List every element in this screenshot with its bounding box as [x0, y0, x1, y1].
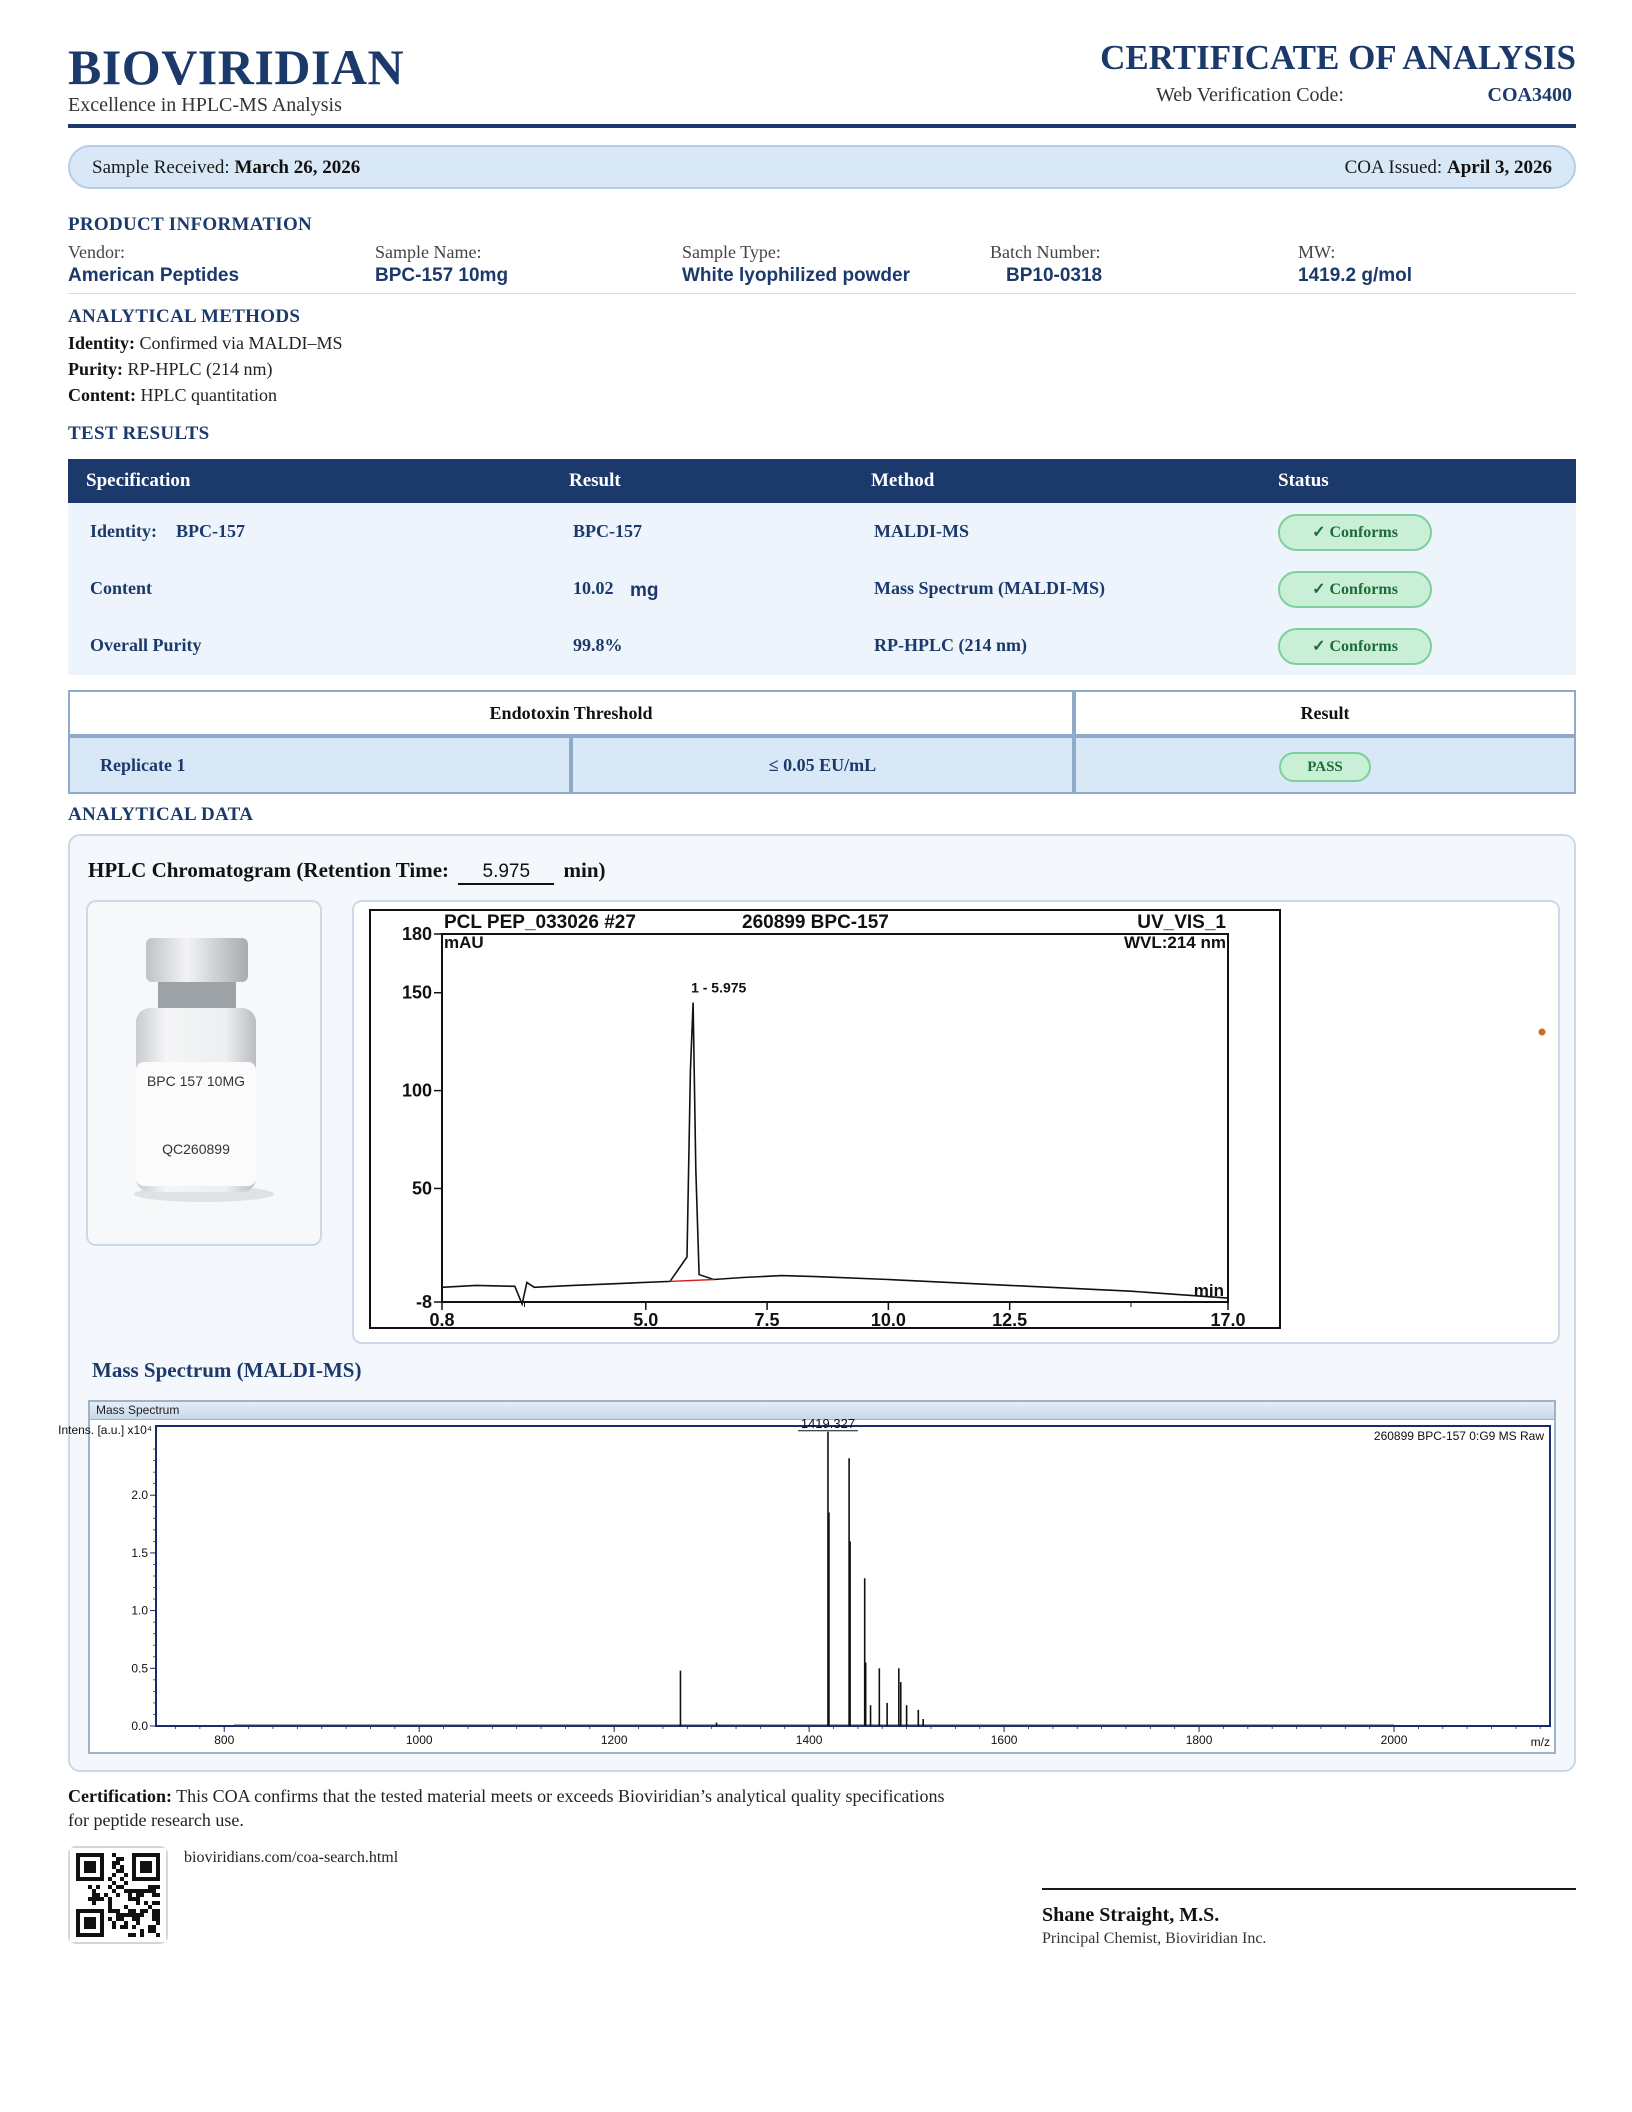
signatory-role: Principal Chemist, Bioviridian Inc. [1042, 1930, 1267, 1947]
sample-name-label: Sample Name: [375, 242, 482, 262]
qr-module [152, 1925, 156, 1929]
table-row [68, 560, 1576, 617]
method-purity-value: RP-HPLC (214 nm) [127, 359, 273, 379]
qr-finder-core [84, 1861, 96, 1873]
status-badge: ✓ Conforms [1278, 571, 1432, 608]
test-results-header [68, 459, 1576, 503]
qr-module [124, 1905, 128, 1909]
sample-received-value: March 26, 2026 [234, 157, 361, 178]
sample-type-value: White lyophilized powder [682, 265, 910, 286]
qr-module [112, 1909, 116, 1913]
product-info-title: PRODUCT INFORMATION [68, 214, 313, 235]
qr-module [112, 1889, 116, 1893]
x-tick-label: 12.5 [992, 1310, 1028, 1330]
y-tick-label: 180 [401, 924, 432, 944]
qr-module [136, 1913, 140, 1917]
qr-module [148, 1925, 152, 1929]
product-info-row [68, 242, 1576, 294]
vial-neck [158, 982, 236, 1008]
qr-module [92, 1889, 96, 1893]
method-purity-label: Purity: [68, 359, 123, 379]
qr-module [116, 1857, 120, 1861]
page-header [68, 38, 1576, 128]
y-tick-label: -8 [415, 1292, 432, 1312]
signatory-name: Shane Straight, M.S. [1042, 1904, 1220, 1926]
spec-label: Content [90, 578, 152, 598]
header-method: Method [871, 470, 935, 491]
vial-label-top: BPC 157 10MG [146, 1073, 246, 1089]
verification-code: COA3400 [1487, 84, 1572, 106]
mass-spectrum-window-title: Mass Spectrum [90, 1402, 1554, 1420]
certification-statement [68, 1784, 968, 1832]
y-tick-label: 100 [401, 1080, 432, 1101]
ms-sample-label: 260899 BPC-157 0:G9 MS Raw [1373, 1429, 1544, 1443]
qr-module [108, 1901, 112, 1905]
header-specification: Specification [86, 470, 191, 491]
qr-module [156, 1893, 160, 1897]
endotoxin-threshold-value: ≤ 0.05 EU/mL [571, 736, 1074, 794]
qr-module [128, 1893, 132, 1897]
x-tick-label: 1400 [795, 1733, 823, 1747]
qr-module [92, 1893, 96, 1897]
qr-module [136, 1897, 140, 1901]
mw-value: 1419.2 g/mol [1298, 265, 1413, 286]
qr-module [124, 1881, 128, 1885]
mass-spectrum-title: Mass Spectrum (MALDI-MS) [92, 1358, 362, 1382]
qr-module [96, 1885, 100, 1889]
qr-module [148, 1905, 152, 1909]
vial-image-card [86, 900, 322, 1246]
hplc-chromatogram [354, 902, 1558, 1342]
qr-module [112, 1853, 116, 1857]
ms-xlabel: m/z [1530, 1735, 1550, 1749]
vendor-label: Vendor: [68, 242, 125, 262]
qr-module [128, 1889, 132, 1893]
qr-module [120, 1917, 124, 1921]
qr-module [140, 1933, 144, 1937]
sample-received [92, 157, 360, 179]
qr-module [100, 1897, 104, 1901]
orange-mark [1539, 1029, 1546, 1036]
coa-issued [1345, 157, 1552, 179]
vendor-value: American Peptides [68, 265, 240, 286]
signature-line [1042, 1888, 1576, 1890]
qr-module [152, 1901, 156, 1905]
method-value: RP-HPLC (214 nm) [874, 635, 1027, 655]
qr-module [156, 1901, 160, 1905]
replicate-label: Replicate 1 [68, 736, 571, 794]
qr-module [124, 1913, 128, 1917]
ms-peak-label: 1419.327 [800, 1415, 856, 1431]
vial-cap [146, 938, 248, 982]
qr-module [140, 1929, 144, 1933]
qr-finder-core [84, 1917, 96, 1929]
qr-module [132, 1925, 136, 1929]
qr-module [136, 1893, 140, 1897]
qr-module [104, 1893, 108, 1897]
qr-module [148, 1889, 152, 1893]
qr-module [108, 1905, 112, 1909]
qr-module [116, 1861, 120, 1865]
status-badge: ✓ Conforms [1278, 628, 1432, 665]
verification-url[interactable]: bioviridians.com/coa-search.html [184, 1849, 399, 1866]
vial-label-bottom: QC260899 [162, 1141, 230, 1157]
sample-name-value: BPC-157 10mg [375, 265, 509, 286]
qr-module [136, 1901, 140, 1905]
qr-module [128, 1913, 132, 1917]
qr-module [108, 1909, 112, 1913]
qr-module [140, 1893, 144, 1897]
spec-label: Overall Purity [90, 635, 202, 655]
mw-label: MW: [1298, 242, 1336, 262]
analytical-data-title: ANALYTICAL DATA [68, 804, 254, 825]
qr-module [152, 1893, 156, 1897]
qr-module [116, 1869, 120, 1873]
qr-module [144, 1901, 148, 1905]
qr-module [152, 1929, 156, 1933]
endotoxin-header-result: Result [1074, 690, 1576, 736]
header-result: Result [569, 470, 621, 491]
method-value: Mass Spectrum (MALDI-MS) [874, 578, 1105, 598]
test-results-title: TEST RESULTS [68, 423, 210, 444]
x-tick-label: 10.0 [870, 1310, 906, 1330]
qr-module [132, 1913, 136, 1917]
qr-module [156, 1909, 160, 1913]
qr-module [112, 1873, 116, 1877]
chrom-header-right: UV_VIS_1 [1137, 912, 1226, 933]
x-tick-label: 0.8 [429, 1310, 455, 1330]
table-row [68, 503, 1576, 560]
qr-module [132, 1909, 136, 1913]
batch-number-field [990, 242, 1102, 287]
qr-module [112, 1925, 116, 1929]
vial-image [88, 902, 320, 1244]
qr-module [108, 1917, 112, 1921]
table-row [68, 617, 1576, 674]
method-identity-value: Confirmed via MALDI–MS [139, 333, 343, 353]
coa-issued-label: COA Issued: [1344, 157, 1443, 178]
pass-badge: PASS [1279, 752, 1371, 782]
qr-module [140, 1909, 144, 1913]
brand-tagline: Excellence in HPLC-MS Analysis [68, 94, 342, 116]
sample-received-label: Sample Received: [92, 157, 230, 178]
chrom-xlabel: min [1193, 1281, 1224, 1300]
qr-module [112, 1861, 116, 1865]
vendor-field [68, 242, 239, 287]
x-tick-label: 7.5 [754, 1310, 780, 1330]
method-content-label: Content: [68, 385, 136, 405]
qr-module [148, 1885, 152, 1889]
method-content [68, 385, 277, 406]
sample-type-field [682, 242, 910, 287]
y-tick-label: 2.0 [131, 1488, 148, 1503]
method-identity [68, 333, 342, 354]
qr-module [108, 1885, 112, 1889]
qr-module [136, 1921, 140, 1925]
qr-module [108, 1877, 112, 1881]
y-tick-label: 1.5 [131, 1545, 148, 1560]
y-tick-label: 50 [411, 1178, 432, 1199]
x-tick-label: 17.0 [1210, 1310, 1246, 1330]
qr-module [116, 1885, 120, 1889]
hplc-title-suffix: min) [563, 858, 606, 882]
date-bar [68, 145, 1576, 189]
qr-module [88, 1897, 92, 1901]
mass-spectrum-chart [58, 1415, 1554, 1752]
qr-module [156, 1921, 160, 1925]
coa-issued-value: April 3, 2026 [1446, 157, 1552, 178]
mass-spectrum-card [58, 1400, 1556, 1754]
qr-module [120, 1885, 124, 1889]
qr-module [96, 1897, 100, 1901]
qr-module [116, 1909, 120, 1913]
qr-module [144, 1909, 148, 1913]
chrom-ylabel: mAU [444, 933, 484, 952]
qr-code[interactable] [68, 1846, 168, 1944]
y-tick-label: 0.5 [131, 1661, 148, 1676]
spec-value: BPC-157 [176, 521, 245, 541]
qr-module [132, 1933, 136, 1937]
batch-number-value: BP10-0318 [1006, 265, 1103, 286]
qr-module [148, 1929, 152, 1933]
qr-module [124, 1921, 128, 1925]
chrom-wavelength: WVL:214 nm [1123, 933, 1226, 952]
method-identity-label: Identity: [68, 333, 135, 353]
x-tick-label: 1600 [990, 1733, 1018, 1747]
x-tick-label: 1000 [405, 1733, 433, 1747]
endotoxin-result-cell [1074, 736, 1576, 794]
test-results-table [68, 459, 1576, 675]
result-unit: mg [630, 580, 659, 601]
peak-label: 1 - 5.975 [691, 979, 747, 996]
qr-module [140, 1889, 144, 1893]
qr-module [128, 1933, 132, 1937]
method-content-value: HPLC quantitation [140, 385, 277, 405]
qr-module [124, 1889, 128, 1893]
batch-number-label: Batch Number: [990, 242, 1101, 262]
y-tick-label: 150 [401, 982, 432, 1003]
qr-module [120, 1877, 124, 1881]
qr-module [152, 1909, 156, 1913]
hplc-title-prefix: HPLC Chromatogram (Retention Time: [88, 858, 450, 882]
hplc-chromatogram-card [352, 900, 1560, 1344]
qr-module [124, 1925, 128, 1929]
qr-module [92, 1901, 96, 1905]
verification-code-block [1156, 84, 1576, 114]
result-value: 99.8% [573, 635, 623, 655]
y-tick-label: 1.0 [131, 1603, 148, 1618]
qr-module [128, 1909, 132, 1913]
qr-module [128, 1897, 132, 1901]
qr-module [120, 1869, 124, 1873]
analytical-methods-title: ANALYTICAL METHODS [68, 306, 301, 327]
sample-type-label: Sample Type: [682, 242, 781, 262]
method-value: MALDI-MS [874, 521, 969, 541]
result-value: 10.02 [573, 578, 614, 598]
ms-ylabel: Intens. [a.u.] x10⁴ [58, 1423, 152, 1437]
status-badge: ✓ Conforms [1278, 514, 1432, 551]
qr-module [156, 1933, 160, 1937]
x-tick-label: 5.0 [633, 1310, 659, 1330]
qr-module [156, 1913, 160, 1917]
qr-module [136, 1917, 140, 1921]
endotoxin-header-threshold: Endotoxin Threshold [68, 690, 1074, 736]
qr-module [132, 1897, 136, 1901]
qr-module [140, 1913, 144, 1917]
hplc-title [88, 858, 606, 885]
qr-module [136, 1889, 140, 1893]
qr-module [132, 1917, 136, 1921]
qr-module [120, 1865, 124, 1869]
chrom-header-mid: 260899 BPC-157 [742, 912, 889, 933]
qr-module [108, 1897, 112, 1901]
qr-module [112, 1865, 116, 1869]
y-tick-label: 0.0 [131, 1719, 148, 1733]
chrom-header-left: PCL PEP_033026 #27 [444, 912, 636, 933]
qr-module [88, 1885, 92, 1889]
header-status: Status [1278, 470, 1329, 491]
sample-name-field [375, 242, 508, 287]
qr-module [116, 1917, 120, 1921]
x-tick-label: 2000 [1380, 1733, 1408, 1747]
qr-module [92, 1897, 96, 1901]
qr-module [120, 1857, 124, 1861]
qr-module [120, 1925, 124, 1929]
spec-label: Identity: [90, 521, 157, 541]
qr-code-image [70, 1848, 166, 1942]
certification-text: This COA confirms that the tested material meets or exceeds Bioviridian’s analytical quality specifications for peptide research use. [68, 1786, 945, 1830]
method-purity [68, 359, 273, 380]
qr-module [112, 1881, 116, 1885]
verification-label: Web Verification Code: [1156, 84, 1344, 106]
x-tick-label: 800 [214, 1733, 235, 1747]
qr-module [116, 1893, 120, 1897]
qr-module [156, 1917, 160, 1921]
document-title: CERTIFICATE OF ANALYSIS [1100, 38, 1576, 77]
certification-label: Certification: [68, 1786, 172, 1806]
qr-module [120, 1913, 124, 1917]
qr-module [132, 1889, 136, 1893]
qr-module [156, 1885, 160, 1889]
qr-module [152, 1885, 156, 1889]
endotoxin-table [68, 690, 1576, 794]
qr-finder-core [140, 1861, 152, 1873]
analytical-data-panel [58, 834, 1576, 1772]
mw-field [1298, 242, 1412, 287]
qr-module [124, 1873, 128, 1877]
qr-module [112, 1921, 116, 1925]
qr-module [152, 1889, 156, 1893]
result-value: BPC-157 [573, 521, 642, 541]
qr-module [152, 1917, 156, 1921]
brand-logo: BIOVIRIDIAN [68, 39, 405, 95]
qr-module [116, 1913, 120, 1917]
x-tick-label: 1200 [600, 1733, 628, 1747]
qr-module [152, 1913, 156, 1917]
qr-module [96, 1893, 100, 1897]
qr-module [144, 1889, 148, 1893]
retention-time-field: 5.975 [458, 861, 554, 885]
x-tick-label: 1800 [1185, 1733, 1213, 1747]
